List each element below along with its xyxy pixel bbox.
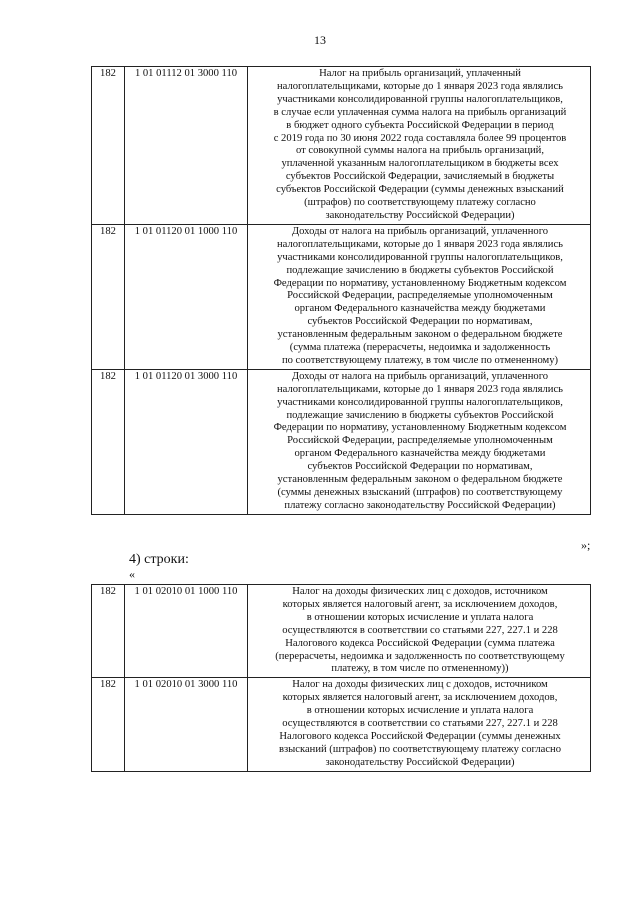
opening-quote-mark: « [129,567,135,581]
table-row [92,585,591,678]
table-body [92,67,591,515]
description-line: Налог на прибыль организаций, уплаченный [319,68,521,79]
budget-code-cell: 1 01 01112 01 3000 110 [125,67,248,225]
description-cell [248,678,591,771]
description-cell [248,224,591,369]
description-line: налогоплательщиками, которые до 1 января 2023 года являлись [277,80,563,92]
description-cell [248,585,591,678]
description-line: осуществляются в соответствии со статьями 227, 227.1 и 228 [282,718,558,730]
admin-code-cell: 182 [92,67,125,225]
description-line: участниками консолидированной группы налогоплательщиков, [277,251,563,263]
closing-quote-mark: »; [581,538,591,552]
table-row [92,678,591,771]
description-line: в отношении которых исчисление и уплата налога [306,705,534,717]
description-line: от совокупной суммы налога на прибыль организаций, [296,145,544,157]
description-line: в случае если уплаченная сумма налога на прибыль организаций [273,106,567,118]
description-line: субъектов Российской Федерации (суммы денежных взысканий [276,184,564,196]
description-line: Федерации по нормативу, установленному Бюджетным кодексом [273,277,567,289]
description-line: (суммы денежных взысканий (штрафов) по соответствующему [277,487,563,498]
classification-table-1 [91,66,591,515]
description-line: (перерасчеты, недоимка и задолженность по соответствующему [275,650,565,662]
description-line: которых является налоговый агент, за исключением доходов, [282,692,558,704]
description-line: органом Федерального казначейства между бюджетами [294,448,546,460]
page-number: 13 [314,33,326,47]
budget-code-cell: 1 01 01120 01 1000 110 [125,224,248,369]
description-line: платежу, в том числе по отмененному)) [331,663,509,675]
description-line: с 2019 года по 30 июня 2022 года составляла более 99 процентов [273,132,567,144]
admin-code-cell: 182 [92,369,125,514]
budget-code-cell: 1 01 02010 01 1000 110 [125,585,248,678]
description-line: взысканий (штрафов) по соответствующему платежу согласно [278,743,562,755]
admin-code-cell: 182 [92,678,125,771]
description-cell [248,67,591,225]
description-line: органом Федерального казначейства между бюджетами [294,303,546,315]
description-line: субъектов Российской Федерации по нормативам, [307,316,533,328]
description-line: платежу согласно законодательству Российской Федерации) [284,499,556,511]
description-line: Налог на доходы физических лиц с доходов, источником [292,586,548,597]
budget-code-cell: 1 01 02010 01 3000 110 [125,678,248,771]
table-row [92,369,591,514]
description-line: уплаченной указанным налогоплательщиком в бюджеты всех [281,158,559,170]
table-row [92,224,591,369]
description-line: (сумма платежа (перерасчеты, недоимка и задолженность [289,342,551,354]
description-line: по соответствующему платежу, в том числе по отмененному) [281,354,559,366]
description-line: законодательству Российской Федерации) [325,756,515,768]
description-line: которых является налоговый агент, за исключением доходов, [282,598,558,610]
description-cell [248,369,591,514]
description-line: Российской Федерации, распределяемые уполномоченным [287,435,553,447]
description-line: в бюджет одного субъекта Российской Федерации в период [286,119,554,131]
description-line: (штрафов) по соответствующему платежу согласно [304,197,536,209]
table-row [92,67,591,225]
description-line: Налог на доходы физических лиц с доходов, источником [292,679,548,691]
admin-code-cell: 182 [92,585,125,678]
description-line: законодательству Российской Федерации) [325,209,515,221]
description-line: Доходы от налога на прибыль организаций, уплаченного [291,225,549,237]
description-line: Доходы от налога на прибыль организаций, уплаченного [291,370,549,382]
description-line: осуществляются в соответствии со статьями 227, 227.1 и 228 [282,624,558,636]
section-heading: 4) строки: [129,552,189,567]
description-line: Федерации по нормативу, установленному Бюджетным кодексом [273,422,567,434]
admin-code-cell: 182 [92,224,125,369]
description-line: Российской Федерации, распределяемые уполномоченным [287,290,553,302]
description-line: установленным федеральным законом о федеральном бюджете [277,474,563,486]
description-line: установленным федеральным законом о федеральном бюджете [277,329,563,341]
description-line: Налогового кодекса Российской Федерации (сумма платежа [285,637,555,649]
table-body [92,585,591,772]
description-line: налогоплательщиками, которые до 1 января 2023 года являлись [277,238,563,250]
description-line: участниками консолидированной группы налогоплательщиков, [277,396,563,408]
budget-code-cell: 1 01 01120 01 3000 110 [125,369,248,514]
description-line: подлежащие зачислению в бюджеты субъектов Российской [286,409,554,421]
description-line: участниками консолидированной группы налогоплательщиков, [277,93,563,105]
description-line: субъектов Российской Федерации по нормативам, [307,461,533,473]
classification-table-2 [91,584,591,772]
description-line: налогоплательщиками, которые до 1 января 2023 года являлись [277,383,563,395]
description-line: Налогового кодекса Российской Федерации (суммы денежных [279,730,561,742]
description-line: подлежащие зачислению в бюджеты субъектов Российской [286,264,554,276]
description-line: в отношении которых исчисление и уплата налога [306,611,534,623]
description-line: субъектов Российской Федерации, зачисляемый в бюджеты [285,171,555,183]
